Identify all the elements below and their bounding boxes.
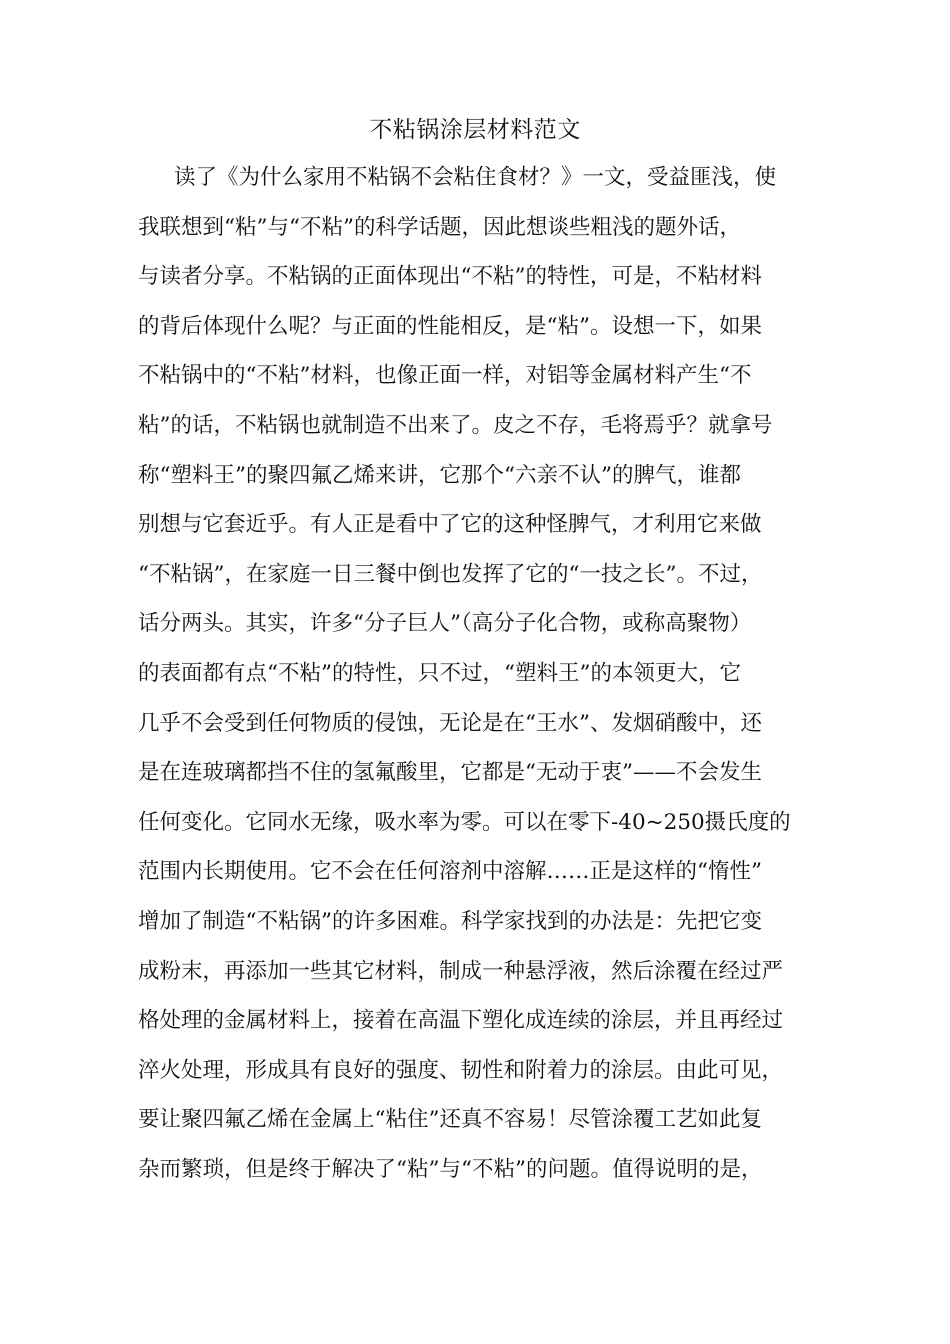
document-body	[138, 158, 828, 1199]
paragraph-line: 读了《为什么家用不粘锅不会粘住食材？》一文，受益匪浅，使	[174, 165, 777, 190]
paragraph-line: 是在连玻璃都挡不住的氢氟酸里，它都是“无动于衷”——不会发生	[138, 760, 762, 786]
paragraph-line: 的背后体现什么呢？与正面的性能相反，是“粘”。设想一下，如果	[138, 313, 762, 339]
paragraph-line: 杂而繁琐，但是终于解决了“粘”与“不粘”的问题。值得说明的是，	[138, 1156, 763, 1182]
paragraph-line: 粘”的话，不粘锅也就制造不出来了。皮之不存，毛将焉乎？就拿号	[138, 412, 773, 438]
paragraph-line: 增加了制造“不粘锅”的许多困难。科学家找到的办法是：先把它变	[138, 908, 762, 934]
paragraph-line: 别想与它套近乎。有人正是看中了它的这种怪脾气，才利用它来做	[138, 512, 762, 538]
paragraph-line: “不粘锅”，在家庭一日三餐中倒也发挥了它的“一技之长”。不过，	[138, 561, 763, 587]
paragraph-line: 话分两头。其实，许多“分子巨人”（高分子化合物，或称高聚物）	[138, 611, 752, 637]
paragraph-line: 成粉末，再添加一些其它材料，制成一种悬浮液，然后涂覆在经过严	[138, 958, 784, 984]
document-title: 不粘锅涂层材料范文	[369, 117, 581, 143]
paragraph-line: 不粘锅中的“不粘”材料，也像正面一样，对铝等金属材料产生“不	[138, 363, 752, 389]
paragraph-line: 几乎不会受到任何物质的侵蚀，无论是在“王水”、发烟硝酸中，还	[138, 710, 762, 736]
paragraph-line: 称“塑料王”的聚四氟乙烯来讲，它那个“六亲不认”的脾气，谁都	[138, 462, 741, 488]
paragraph-line: 我联想到“粘”与“不粘”的科学话题，因此想谈些粗浅的题外话，	[138, 214, 741, 240]
paragraph-line: 与读者分享。不粘锅的正面体现出“不粘”的特性，可是，不粘材料	[138, 264, 762, 290]
paragraph-line: 格处理的金属材料上，接着在高温下塑化成连续的涂层，并且再经过	[138, 1008, 784, 1034]
paragraph-line: 淬火处理，形成具有良好的强度、韧性和附着力的涂层。由此可见，	[138, 1057, 784, 1083]
paragraph-line: 范围内长期使用。它不会在任何溶剂中溶解……正是这样的“惰性”	[138, 859, 762, 885]
paragraph-line: 任何变化。它同水无缘，吸水率为零。可以在零下-40~250摄氏度的	[138, 809, 791, 835]
paragraph-line: 的表面都有点“不粘”的特性，只不过，“塑料王”的本领更大，它	[138, 660, 741, 686]
paragraph-line: 要让聚四氟乙烯在金属上“粘住”还真不容易！尽管涂覆工艺如此复	[138, 1107, 762, 1133]
